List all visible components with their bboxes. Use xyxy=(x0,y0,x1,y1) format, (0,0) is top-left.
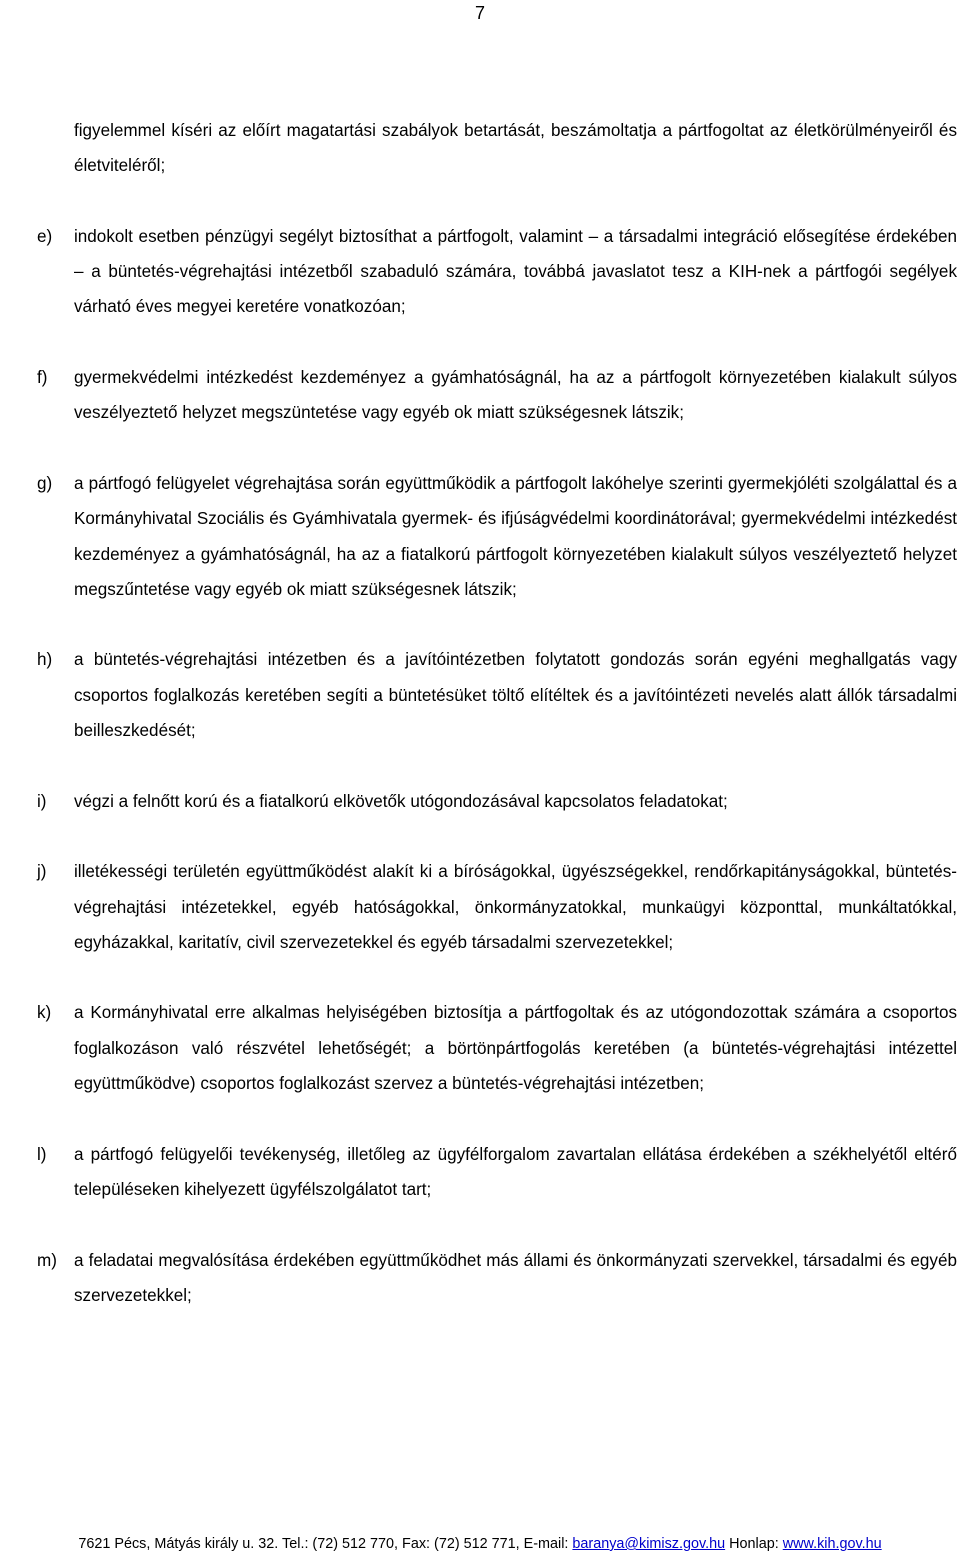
list-item-label: e) xyxy=(37,226,53,246)
footer-homepage-label: Honlap: xyxy=(725,1536,783,1552)
footer-address: 7621 Pécs, Mátyás király u. 32. Tel.: (72) 512 770, Fax: (72) 512 771, E-mail: xyxy=(78,1536,573,1552)
footer-email-link[interactable]: baranya@kimisz.gov.hu xyxy=(572,1536,726,1552)
list-item xyxy=(37,219,957,325)
list-item-text: a büntetés-végrehajtási intézetben és a javítóintézetben folytatott gondozás során egyéni meghallgatás vagy csoportos foglalkozás keretében segíti a büntetésüket töltő elítéltek és a javítóintézeti nevelés alatt állók társadalmi beilleszkedését; xyxy=(74,650,957,741)
list-item-text: illetékességi területén együttműködést alakít ki a bíróságokkal, ügyészségekkel, rendőrkapitányságokkal, büntetés-végrehajtási intézetekkel, egyéb hatóságokkal, önkormányzatokkal, munkaügyi központtal, munkáltatókkal, egyházakkal, karitatív, civil szervezetekkel és egyéb társadalmi szervezetekkel; xyxy=(74,862,957,952)
list-item-text: indokolt esetben pénzügyi segélyt biztosíthat a pártfogolt, valamint – a társadalmi integráció elősegítése érdekében – a büntetés-végrehajtási intézetből szabaduló számára, továbbá javaslatot tesz a KIH-nek a pártfogói segélyek várható éves megyei keretére vonatkozóan; xyxy=(74,226,957,317)
list-item xyxy=(37,784,957,819)
document-body xyxy=(37,113,957,1348)
footer-homepage-link[interactable]: www.kih.gov.hu xyxy=(782,1536,882,1552)
list-item-label: m) xyxy=(37,1250,57,1270)
list-item xyxy=(37,1243,957,1314)
list-item-text: végzi a felnőtt korú és a fiatalkorú elkövetők utógondozásával kapcsolatos feladatokat; xyxy=(74,791,728,811)
list-item xyxy=(37,854,957,960)
list-item-label: i) xyxy=(37,791,47,811)
list-item xyxy=(37,360,957,431)
list-item xyxy=(37,466,957,607)
list-item-text: a feladatai megvalósítása érdekében együttműködhet más állami és önkormányzati szervekkel, társadalmi és egyéb szervezetekkel; xyxy=(74,1250,957,1305)
list-item-label: j) xyxy=(37,862,47,882)
list-item xyxy=(37,1137,957,1208)
list-item-label: l) xyxy=(37,1144,47,1164)
list-item-label: f) xyxy=(37,368,48,388)
list-item xyxy=(37,995,957,1101)
list-item-text: gyermekvédelmi intézkedést kezdeményez a gyámhatóságnál, ha az a pártfogolt környezetében kialakult súlyos veszélyeztető helyzet megszüntetése vagy egyéb ok miatt szükségesnek látszik; xyxy=(74,368,957,423)
list-item-text: a pártfogó felügyelői tevékenység, illetőleg az ügyfélforgalom zavartalan ellátása érdekében a székhelyétől eltérő településeken kihelyezett ügyfélszolgálatot tart; xyxy=(74,1144,957,1199)
list-item xyxy=(37,642,957,748)
continuation-paragraph: figyelemmel kíséri az előírt magatartási szabályok betartását, beszámoltatja a pártfogoltat az életkörülményeiről és életviteléről; xyxy=(74,121,957,176)
list-item-label: k) xyxy=(37,1003,52,1023)
list-item-text: a Kormányhivatal erre alkalmas helyiségében biztosítja a pártfogoltak és az utógondozottak számára a csoportos foglalkozáson való részvétel lehetőségét; a börtönpártfogolás keretében (a büntetés-végrehajtási intézettel együttműködve) csoportos foglalkozást szervez a büntetés-végrehajtási intézetben; xyxy=(74,1003,957,1094)
list-item-label: h) xyxy=(37,650,53,670)
list-item-text: a pártfogó felügyelet végrehajtása során együttműködik a pártfogolt lakóhelye szerinti gyermekjóléti szolgálattal és a Kormányhivatal Szociális és Gyámhivatala gyermek- és ifjúságvédelmi koordinátorával; gyermekvédelmi intézkedést kezdeményez a gyámhatóságnál, ha az a fiatalkorú pártfogolt környezetében kialakult súlyos veszélyeztető helyzet megszűntetése vagy egyéb ok miatt szükségesnek látszik; xyxy=(74,473,957,599)
page-footer xyxy=(0,1534,960,1554)
list-item-label: g) xyxy=(37,473,53,493)
page-number: 7 xyxy=(474,3,485,23)
